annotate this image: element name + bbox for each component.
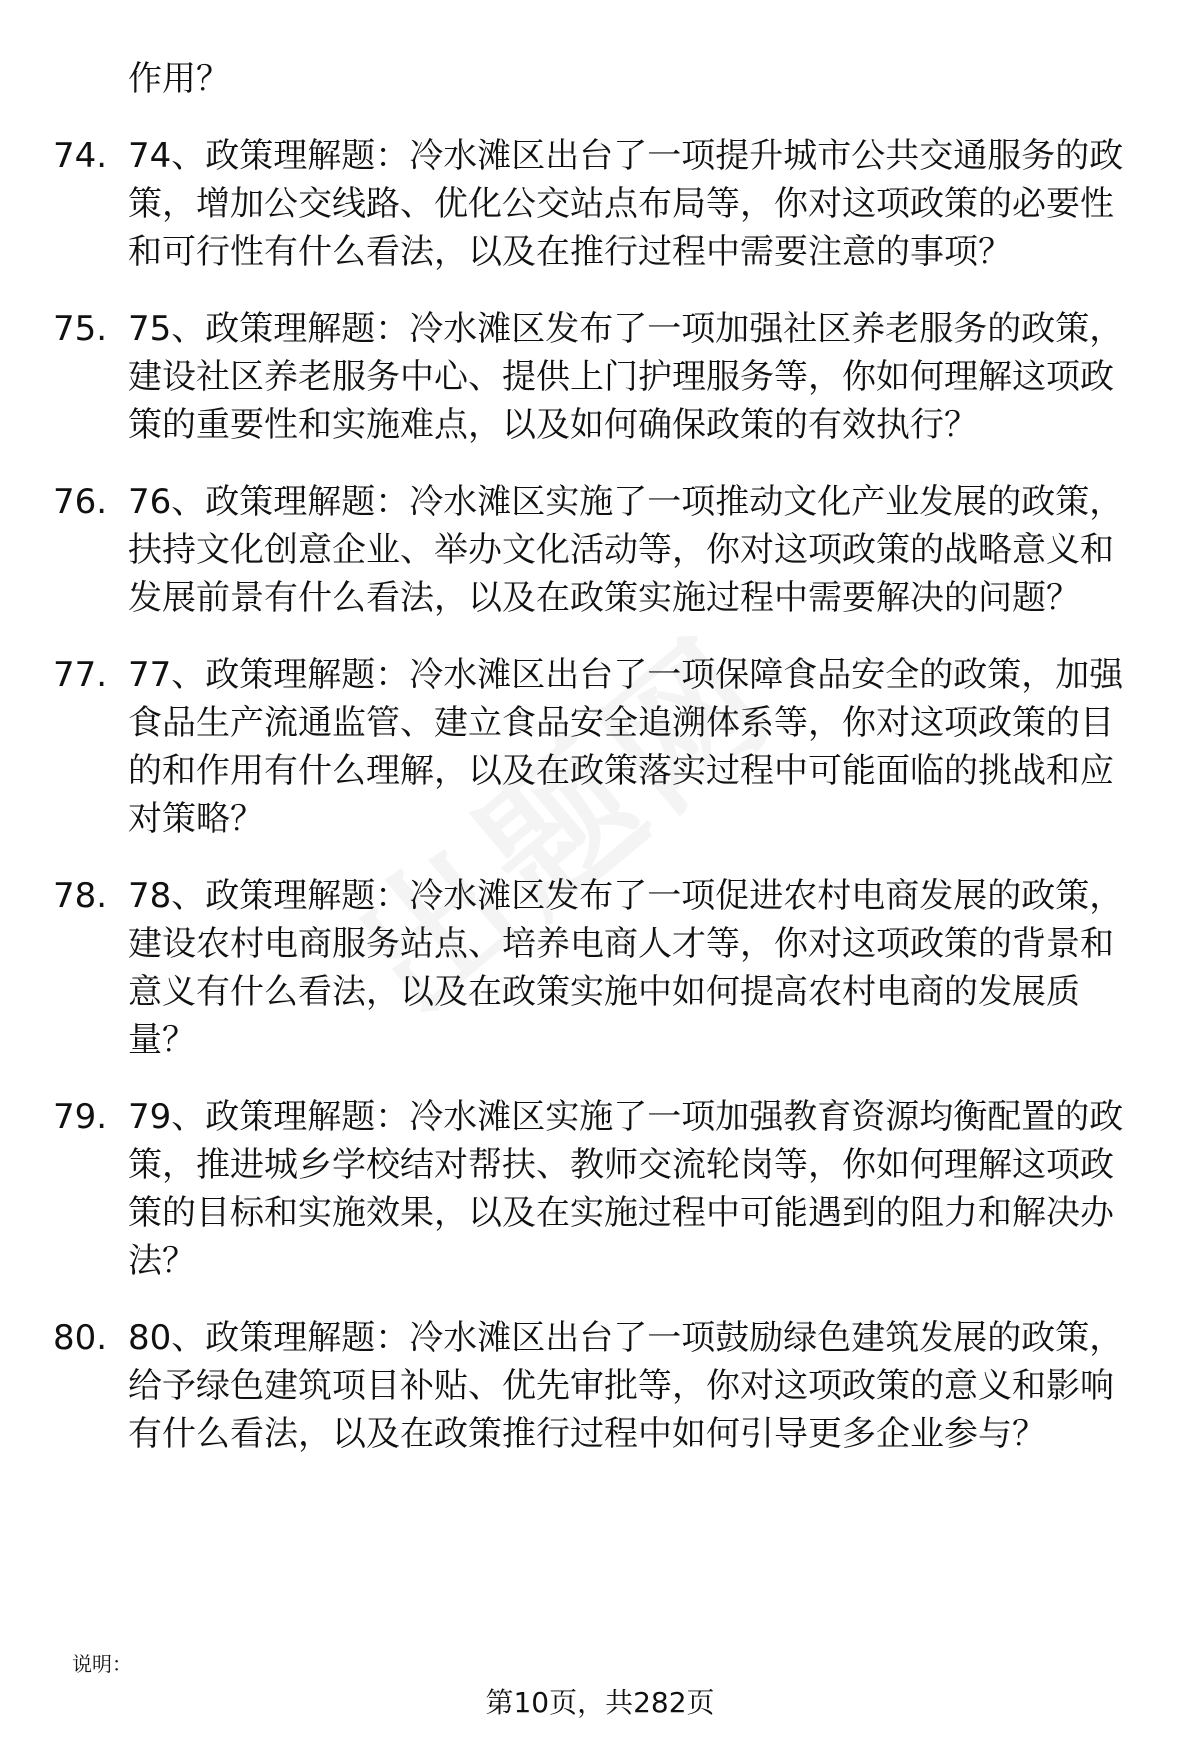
question-number: 76.: [53, 482, 108, 522]
note-label: 说明：: [72, 1652, 132, 1676]
page-footer: 第10页，共282页: [485, 1686, 715, 1719]
question-number: 80.: [53, 1318, 108, 1358]
question-text: 78、政策理解题：冷水滩区发布了一项促进农村电商发展的政策，建设农村电商服务站点、培养电商人才等，你对这项政策的背景和意义有什么看法，以及在政策实施中如何提高农村电商的发展质量？: [128, 876, 1124, 1060]
question-list: [0, 55, 1200, 1487]
question-item-78: [0, 872, 1200, 1064]
previous-question-continuation: 作用？: [128, 59, 230, 99]
question-item-76: [0, 478, 1200, 622]
question-text: 75、政策理解题：冷水滩区发布了一项加强社区养老服务的政策，建设社区养老服务中心、提供上门护理服务等，你如何理解这项政策的重要性和实施难点，以及如何确保政策的有效执行？: [128, 309, 1124, 445]
question-item-79: [0, 1093, 1200, 1285]
question-number: 77.: [53, 655, 108, 695]
question-text: 80、政策理解题：冷水滩区出台了一项鼓励绿色建筑发展的政策，给予绿色建筑项目补贴、优先审批等，你对这项政策的意义和影响有什么看法，以及在政策推行过程中如何引导更多企业参与？: [128, 1318, 1124, 1454]
question-number: 75.: [53, 309, 108, 349]
question-item-77: [0, 651, 1200, 843]
question-number: 74.: [53, 136, 108, 176]
question-text: 74、政策理解题：冷水滩区出台了一项提升城市公共交通服务的政策，增加公交线路、优化公交站点布局等，你对这项政策的必要性和可行性有什么看法，以及在推行过程中需要注意的事项？: [128, 136, 1124, 272]
question-item-74: [0, 132, 1200, 276]
question-text: 76、政策理解题：冷水滩区实施了一项推动文化产业发展的政策，扶持文化创意企业、举办文化活动等，你对这项政策的战略意义和发展前景有什么看法，以及在政策实施过程中需要解决的问题？: [128, 482, 1124, 618]
question-number: 78.: [53, 876, 108, 916]
question-text: 77、政策理解题：冷水滩区出台了一项保障食品安全的政策，加强食品生产流通监管、建立食品安全追溯体系等，你对这项政策的目的和作用有什么理解，以及在政策落实过程中可能面临的挑战和应对策略？: [128, 655, 1124, 839]
question-text: 79、政策理解题：冷水滩区实施了一项加强教育资源均衡配置的政策，推进城乡学校结对帮扶、教师交流轮岗等，你如何理解这项政策的目标和实施效果，以及在实施过程中可能遇到的阻力和解决办法？: [128, 1097, 1124, 1281]
question-item-75: [0, 305, 1200, 449]
question-item-80: [0, 1314, 1200, 1458]
question-number: 79.: [53, 1097, 108, 1137]
